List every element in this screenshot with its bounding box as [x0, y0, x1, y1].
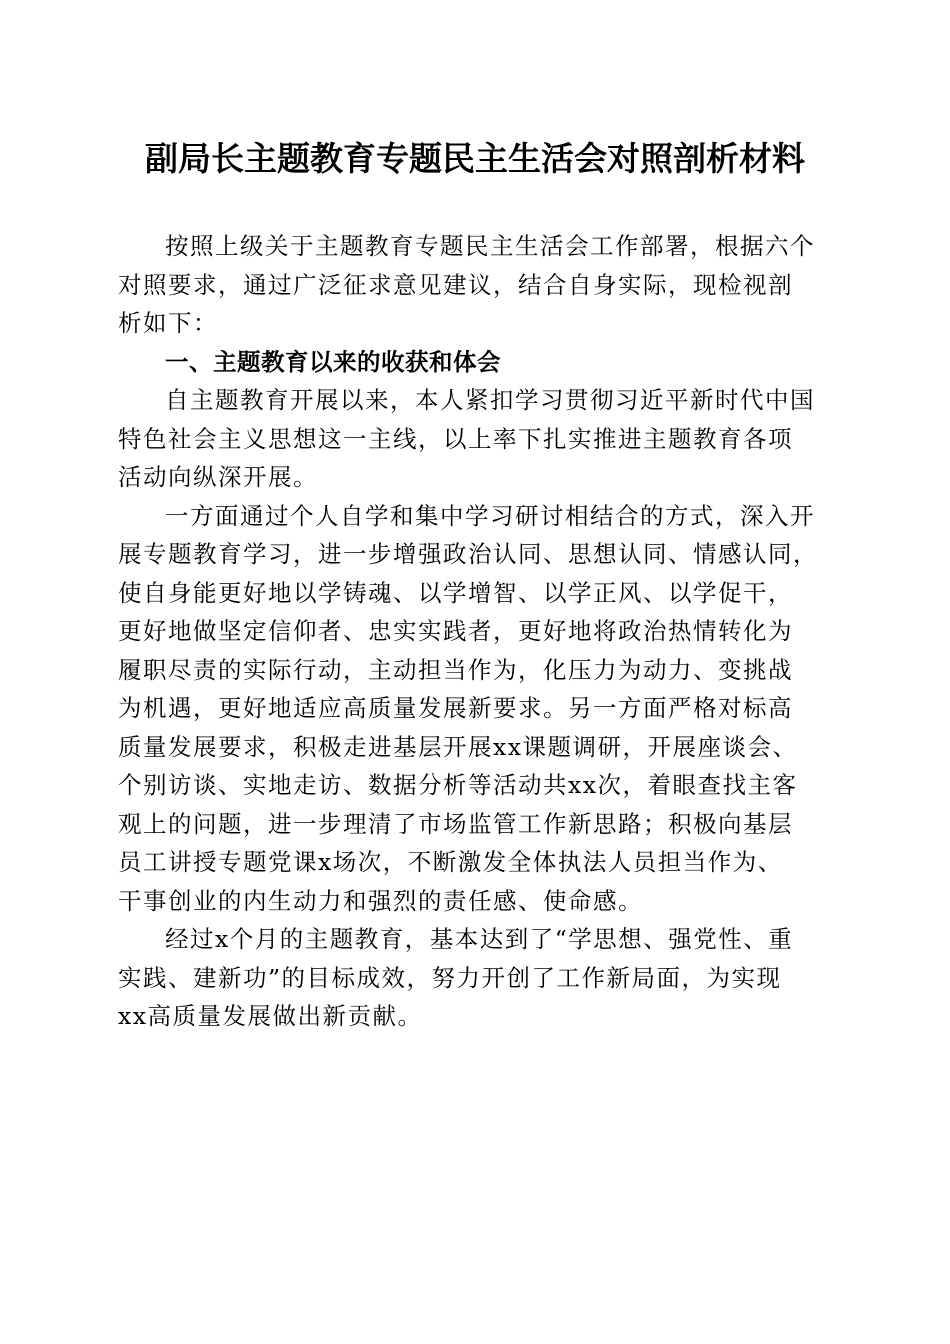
- document-title: 副局长主题教育专题民主生活会对照剖析材料: [145, 139, 805, 178]
- body-paragraph-3: 经过x个月的主题教育，基本达到了“学思想、强党性、重 实践、建新功”的目标成效，努力开创了工作新局面，为实现 xx高质量发展做出新贡献。: [118, 925, 794, 1030]
- body-paragraph-2: 一方面通过个人自学和集中学习研讨相结合的方式，深入开 展专题教育学习，进一步增强政治认同、思想认同、情感认同， 使自身能更好地以学铸魂、以学增智、以学正风、以学促干， 更好地做坚定信仰者、忠实实践者，更好地将政治热情转化为 履职尽责的实际行动，主动担当作为，化压力为动力、变挑战 为机遇，更好地适应高质量发展新要求。另一方面严格对标高 质量发展要求，积极走进基层开展xx课题调研，开展座谈会、 个别访谈、实地走访、数据分析等活动共xx次，着眼查找主客 观上的问题，进一步理清了市场监管工作新思路；积极向基层 员工讲授专题党课x场次，不断激发全体执法人员担当作为、 干事创业的内生动力和强烈的责任感、使命感。: [118, 501, 818, 915]
- body-paragraph-1: 自主题教育开展以来，本人紧扣学习贯彻习近平新时代中国 特色社会主义思想这一主线，以上率下扎实推进主题教育各项 活动向纵深开展。: [118, 386, 815, 491]
- section-heading: 一、主题教育以来的收获和体会: [165, 347, 501, 376]
- intro-paragraph: 按照上级关于主题教育专题民主生活会工作部署，根据六个 对照要求，通过广泛征求意见建议，结合自身实际，现检视剖 析如下：: [118, 232, 815, 337]
- document-body: [118, 227, 838, 1036]
